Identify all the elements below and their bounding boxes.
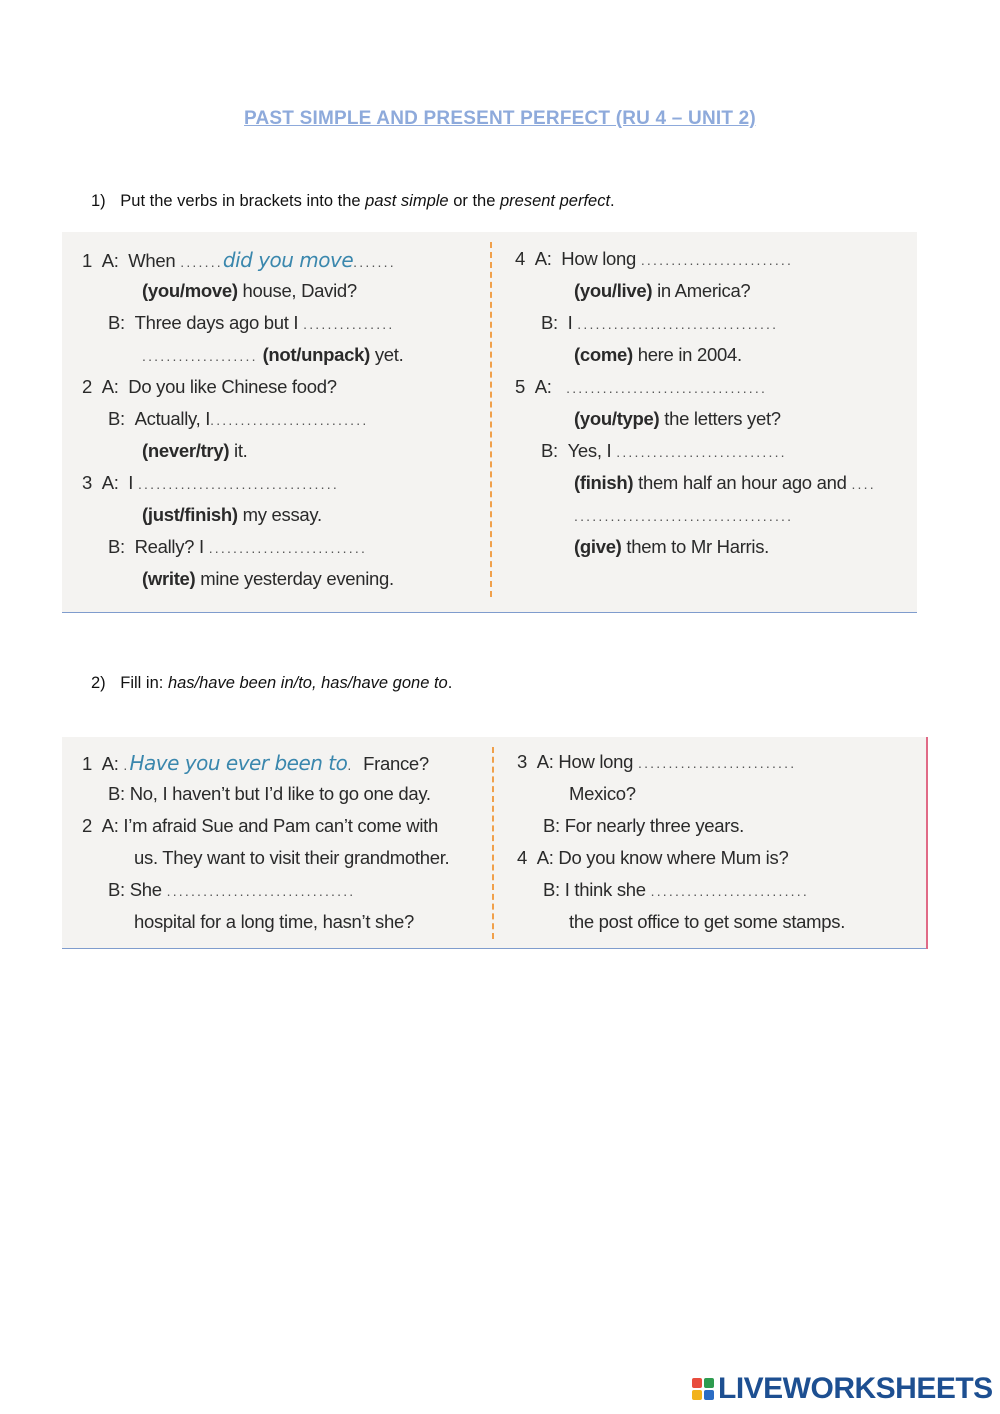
answer-gap[interactable]: .................................: [137, 476, 339, 492]
item-1-line-d: ................... (not/unpack) yet.: [142, 344, 404, 365]
answer-gap[interactable]: ...................: [142, 348, 258, 364]
exercise-number: 1): [91, 192, 106, 210]
liveworksheets-logo: [692, 1374, 993, 1404]
item-3-line-c: B: Really? I ..........................: [108, 536, 368, 557]
instruction-text: .: [610, 192, 615, 210]
ex2-item-1-line-a: 1 A: .Have you ever been to. France?: [82, 751, 429, 775]
item-3-line-b: (just/finish) my essay.: [142, 504, 322, 525]
ex2-item-3-line-b: Mexico?: [569, 783, 636, 804]
ex2-item-2-line-b: us. They want to visit their grandmother.: [134, 847, 450, 868]
panel-baseline: [62, 948, 928, 949]
item-3-line-a: 3 A: I .................................: [82, 472, 339, 493]
panel-edge: [926, 737, 928, 949]
item-3-line-d: (write) mine yesterday evening.: [142, 568, 394, 589]
item-4-line-c: B: I .................................: [541, 312, 779, 333]
ex2-item-2-line-c: B: She ...............................: [108, 879, 356, 900]
item-5-line-b: (you/type) the letters yet?: [574, 408, 781, 429]
column-divider: [490, 242, 492, 597]
item-1-line-c: B: Three days ago but I ...............: [108, 312, 395, 333]
answer-gap[interactable]: .................................: [577, 316, 779, 332]
panel-baseline: [62, 612, 917, 613]
logo-text: LIVEWORKSHEETS: [718, 1372, 993, 1405]
answer-gap[interactable]: ....................................: [574, 508, 794, 524]
instruction-italic: has/have been in/to, has/have gone to: [167, 674, 448, 692]
ex2-item-2-line-a: 2 A: I’m afraid Sue and Pam can’t come with: [82, 815, 438, 836]
column-divider: [492, 747, 494, 939]
answer-gap[interactable]: .........................: [640, 252, 794, 268]
ex2-item-4-line-b: B: I think she ..........................: [543, 879, 809, 900]
page-title: PAST SIMPLE AND PRESENT PERFECT (RU 4 – UNIT 2): [244, 108, 756, 129]
answer-text[interactable]: Have you ever been to: [129, 751, 348, 775]
ex2-item-3-line-a: 3 A: How long ..........................: [517, 751, 797, 772]
ex2-item-4-line-c: the post office to get some stamps.: [569, 911, 846, 932]
answer-gap[interactable]: ..........................: [638, 755, 797, 771]
exercise-number: 2): [91, 674, 106, 692]
item-2-line-c: (never/try) it.: [142, 440, 248, 461]
ex2-item-2-line-d: hospital for a long time, hasn’t she?: [134, 911, 414, 932]
instruction-italic: past simple: [365, 192, 449, 210]
exercise-2-panel: [62, 737, 928, 949]
item-4-line-a: 4 A: How long .........................: [515, 248, 794, 269]
logo-icon: [692, 1378, 714, 1400]
item-4-line-d: (come) here in 2004.: [574, 344, 742, 365]
answer-gap[interactable]: ..........................: [208, 540, 368, 556]
exercise-2-instruction: [91, 674, 452, 693]
item-5-line-d: (finish) them half an hour ago and ....: [574, 472, 876, 493]
item-4-line-b: (you/live) in America?: [574, 280, 751, 301]
exercise-1-panel: [62, 232, 917, 613]
answer-gap[interactable]: ..........................: [210, 412, 369, 428]
answer-gap[interactable]: ...............: [303, 316, 395, 332]
ex2-item-4-line-a: 4 A: Do you know where Mum is?: [517, 847, 789, 868]
instruction-italic: present perfect: [499, 192, 611, 210]
answer-text[interactable]: did you move: [222, 248, 354, 272]
ex2-item-3-line-c: B: For nearly three years.: [543, 815, 744, 836]
answer-gap[interactable]: ..........................: [650, 883, 809, 899]
item-5-line-c: B: Yes, I ............................: [541, 440, 787, 461]
item-5-line-e: [574, 504, 793, 526]
answer-gap[interactable]: ....: [851, 476, 876, 492]
item-2-line-b: B: Actually, I..........................: [108, 408, 369, 429]
item-5-line-a: 5 A: .................................: [515, 376, 768, 397]
answer-gap[interactable]: .................................: [566, 380, 768, 396]
instruction-text: .: [447, 674, 453, 692]
item-1-line-b: (you/move) house, David?: [142, 280, 357, 301]
answer-gap[interactable]: ...............................: [166, 883, 356, 899]
item-1-line-a: 1 A: When .......did you move.......: [82, 248, 396, 272]
ex2-item-1-line-b: B: No, I haven’t but I’d like to go one day.: [108, 783, 431, 804]
item-2-line-a: 2 A: Do you like Chinese food?: [82, 376, 337, 397]
instruction-text: Put the verbs in brackets into the: [120, 192, 366, 210]
exercise-1-instruction: [91, 192, 615, 211]
item-5-line-f: (give) them to Mr Harris.: [574, 536, 770, 557]
instruction-text: Fill in:: [120, 674, 168, 692]
answer-gap[interactable]: ............................: [616, 444, 787, 460]
instruction-text: or the: [448, 192, 500, 210]
